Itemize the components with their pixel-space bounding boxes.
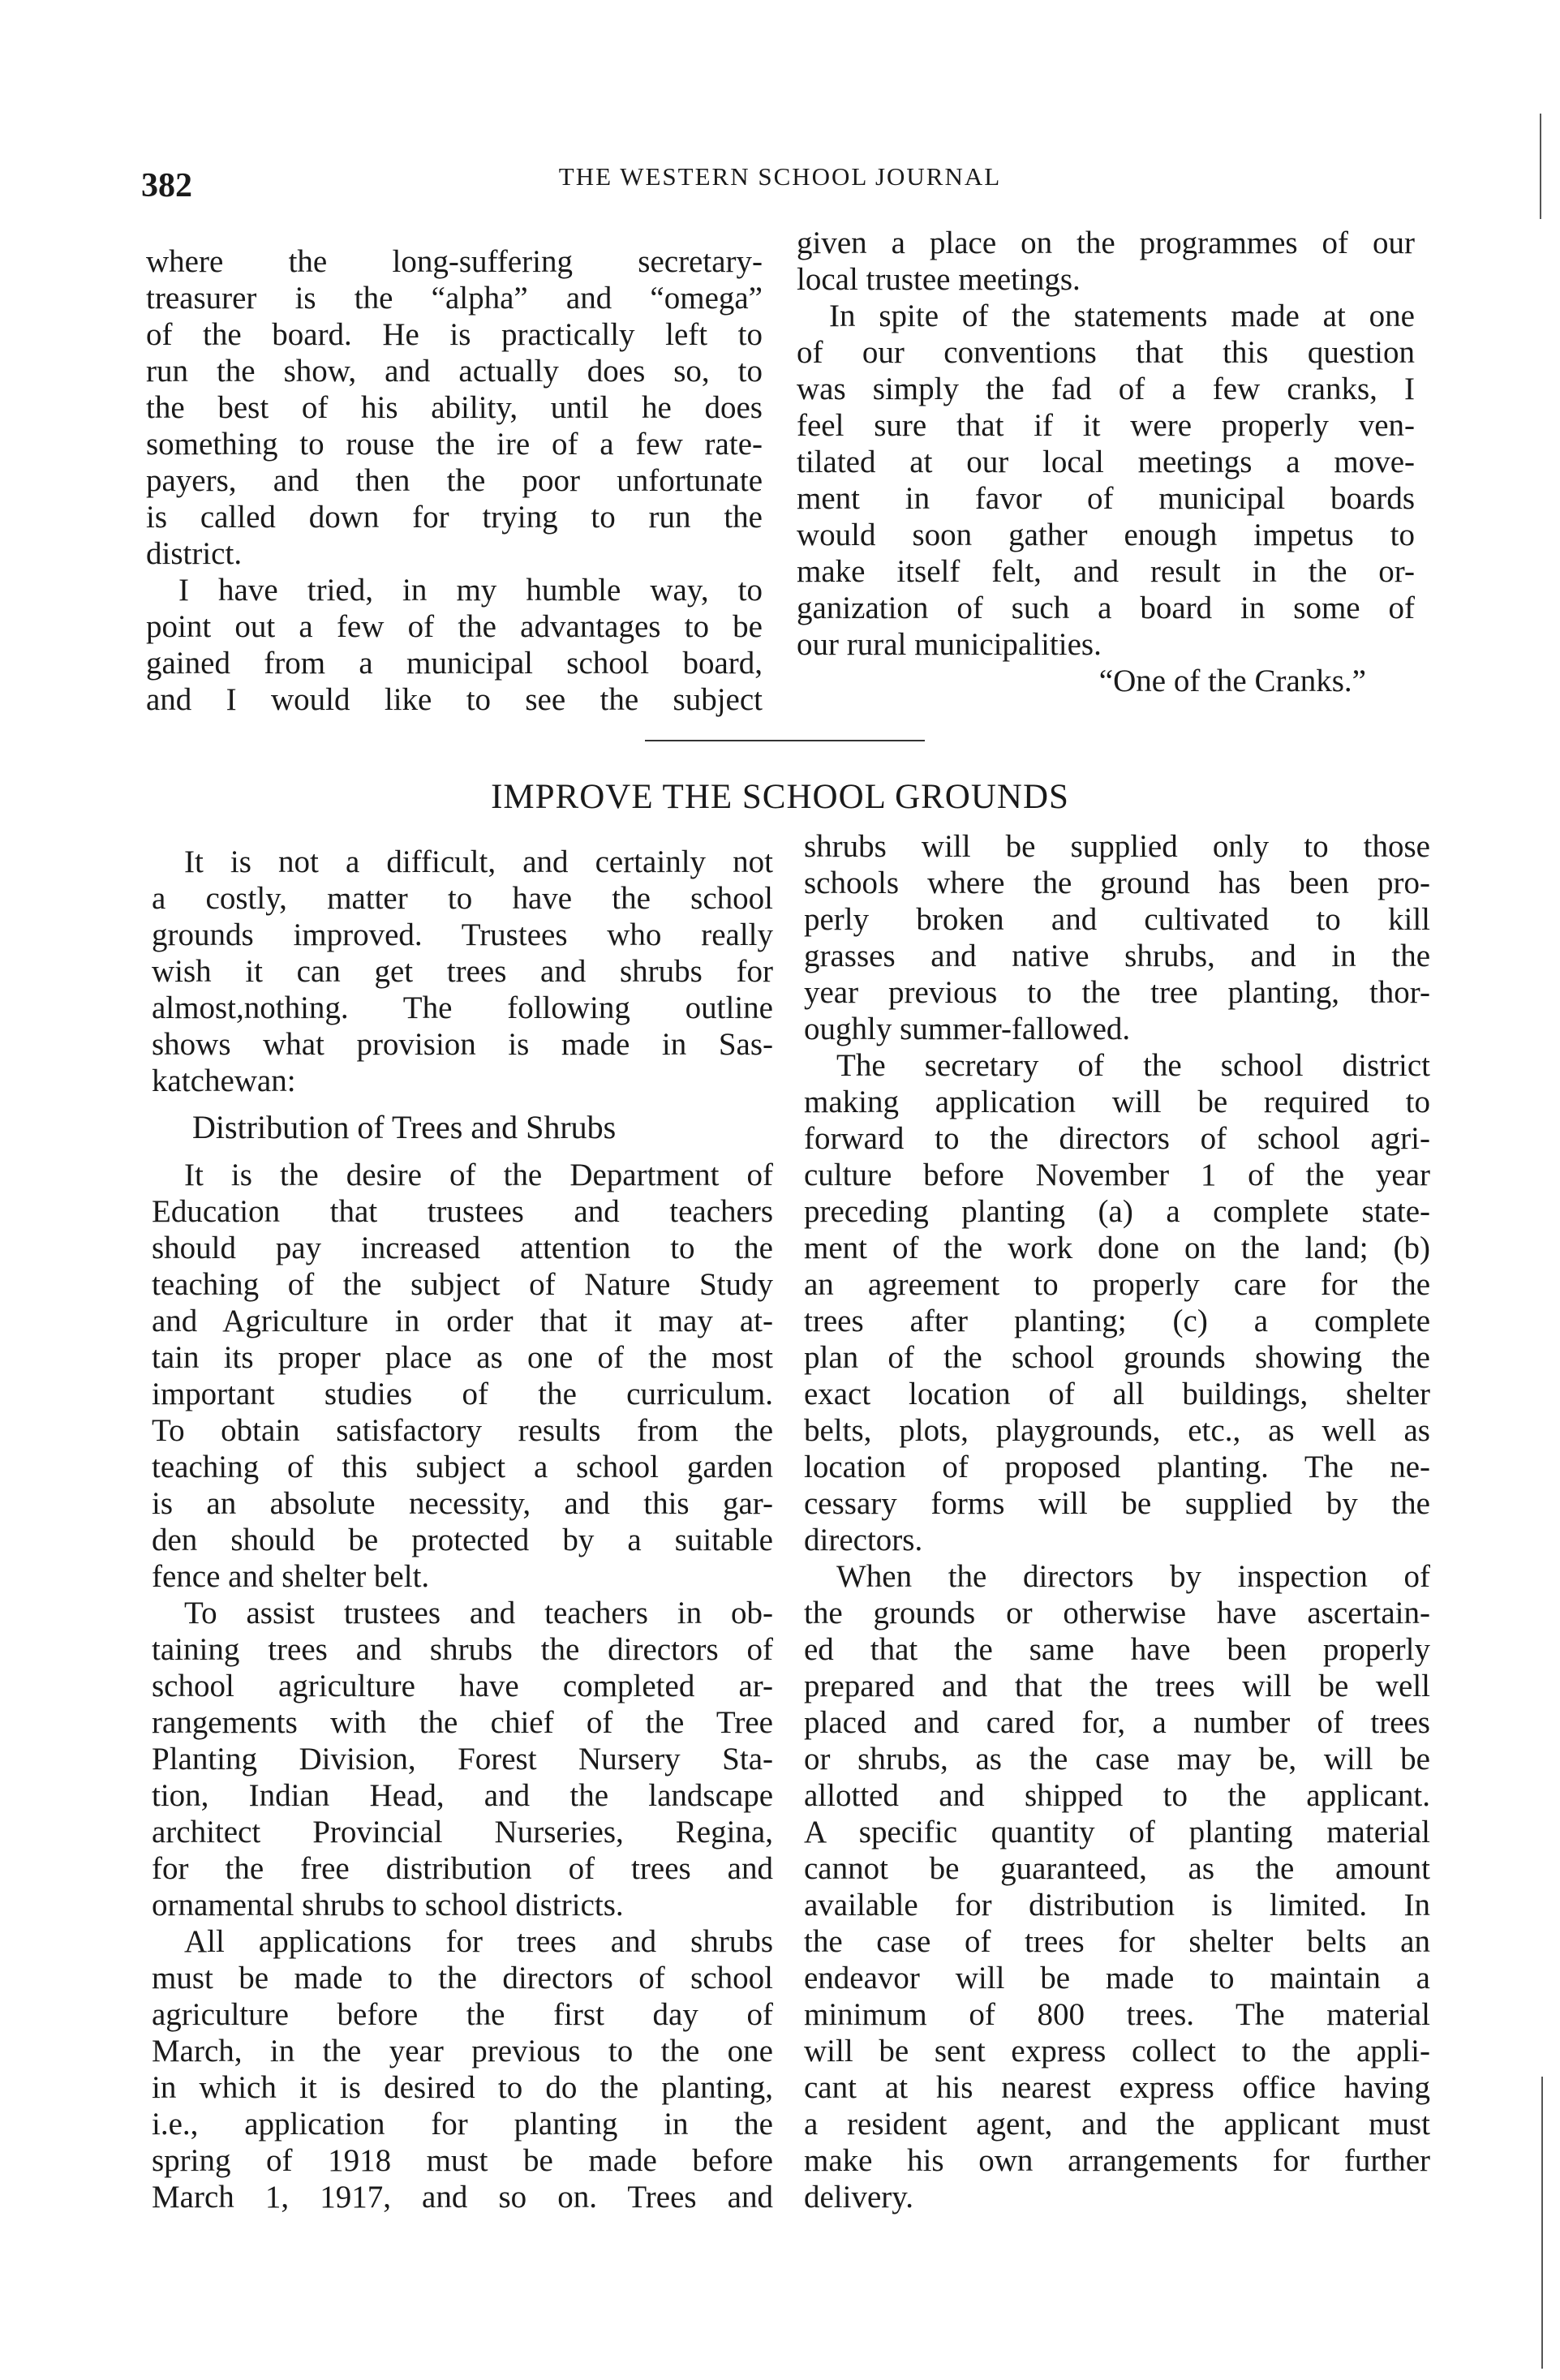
paragraph (797, 298, 1415, 663)
text-line: agriculture before the first day of (152, 1997, 773, 2032)
scan-margin-mark (1540, 114, 1541, 219)
text-line: fence and shelter belt. (152, 1559, 430, 1594)
text-line: almost,nothing. The following outline (152, 990, 773, 1025)
text-line: of the board. He is practically left to (146, 317, 763, 352)
text-line: given a place on the programmes of our (797, 226, 1415, 260)
text-line: taining trees and shrubs the directors of (152, 1632, 773, 1667)
text-line: wish it can get trees and shrubs for (152, 954, 773, 989)
text-line: point out a few of the advantages to be (146, 609, 763, 644)
paragraph (146, 572, 763, 718)
text-line: endeavor will be made to maintain a (804, 1961, 1430, 1996)
paragraph (804, 1047, 1430, 1558)
text-line: run the show, and actually does so, to (146, 354, 763, 389)
paragraph (804, 1558, 1430, 2215)
text-line: location of proposed planting. The ne- (804, 1450, 1430, 1484)
letter-signature: “One of the Cranks.” (1098, 664, 1366, 698)
text-line: ornamental shrubs to school districts. (152, 1888, 624, 1922)
text-line: cannot be guaranteed, as the amount (804, 1851, 1430, 1886)
text-line: March 1, 1917, and so on. Trees and (152, 2180, 773, 2215)
text-line: Education that trustees and teachers (152, 1194, 773, 1229)
text-line: and I would like to see the subject (146, 682, 763, 717)
text-line: our rural municipalities. (797, 627, 1102, 662)
text-line: make his own arrangements for further (804, 2143, 1430, 2178)
text-line: ganization of such a board in some of (797, 591, 1415, 625)
text-line: of our conventions that this question (797, 335, 1415, 370)
paragraph (152, 1157, 773, 1595)
text-line: or shrubs, as the case may be, will be (804, 1742, 1430, 1776)
text-line: placed and cared for, a number of trees (804, 1705, 1430, 1740)
text-line: minimum of 800 trees. The material (804, 1997, 1430, 2032)
letter-column-left (146, 243, 763, 718)
text-line: exact location of all buildings, shelter (804, 1377, 1430, 1411)
article-column-left (152, 844, 773, 2215)
paragraph (152, 844, 773, 1099)
text-line: oughly summer-fallowed. (804, 1012, 1131, 1046)
text-line: cessary forms will be supplied by the (804, 1486, 1430, 1521)
article-column-right (804, 828, 1430, 2215)
text-line: the best of his ability, until he does (146, 390, 763, 425)
text-line: cant at his nearest express office having (804, 2070, 1430, 2105)
text-line: Planting Division, Forest Nursery Sta- (152, 1742, 773, 1776)
text-line: belts, plots, playgrounds, etc., as well as (804, 1413, 1430, 1448)
text-line: an agreement to properly care for the (804, 1267, 1430, 1302)
text-line: When the directors by inspection of (836, 1559, 1430, 1594)
scan-margin-mark (1541, 2077, 1543, 2369)
section-divider (645, 740, 925, 741)
text-line: It is the desire of the Department of (184, 1158, 773, 1192)
text-line: tain its proper place as one of the most (152, 1340, 773, 1375)
text-line: allotted and shipped to the applicant. (804, 1778, 1430, 1813)
text-line: culture before November 1 of the year (804, 1158, 1430, 1192)
running-head: THE WESTERN SCHOOL JOURNAL (558, 162, 1002, 191)
text-line: To obtain satisfactory results from the (152, 1413, 773, 1448)
text-line: the grounds or otherwise have ascertain- (804, 1596, 1430, 1630)
text-line: ed that the same have been properly (804, 1632, 1430, 1667)
text-line: where the long-suffering secretary- (146, 244, 763, 279)
text-line: teaching of the subject of Nature Study (152, 1267, 773, 1302)
text-line: something to rouse the ire of a few rate- (146, 427, 763, 462)
text-line: year previous to the tree planting, thor- (804, 975, 1430, 1010)
text-line: feel sure that if it were properly ven- (797, 408, 1415, 443)
text-line: spring of 1918 must be made before (152, 2143, 773, 2178)
text-line: available for distribution is limited. In (804, 1888, 1430, 1922)
text-line: district. (146, 536, 243, 571)
text-line: trees after planting; (c) a complete (804, 1304, 1430, 1338)
text-line: for the free distribution of trees and (152, 1851, 773, 1886)
text-line: rangements with the chief of the Tree (152, 1705, 773, 1740)
text-line: preceding planting (a) a complete state- (804, 1194, 1430, 1229)
text-line: important studies of the curriculum. (152, 1377, 773, 1411)
text-line: i.e., application for planting in the (152, 2107, 773, 2142)
text-line: treasurer is the “alpha” and “omega” (146, 281, 763, 316)
text-line: perly broken and cultivated to kill (804, 902, 1430, 937)
text-line: grasses and native shrubs, and in the (804, 939, 1430, 973)
text-line: plan of the school grounds showing the (804, 1340, 1430, 1375)
text-line: prepared and that the trees will be well (804, 1669, 1430, 1703)
text-line: teaching of this subject a school garden (152, 1450, 773, 1484)
text-line: gained from a municipal school board, (146, 646, 763, 681)
paragraph (146, 243, 763, 572)
article-subheading: Distribution of Trees and Shrubs (192, 1109, 617, 1145)
text-line: forward to the directors of school agri- (804, 1121, 1430, 1156)
text-line: shrubs will be supplied only to those (804, 829, 1430, 864)
text-line: ment of the work done on the land; (b) (804, 1231, 1430, 1265)
text-line: make itself felt, and result in the or- (797, 554, 1415, 589)
paragraph (797, 225, 1415, 298)
text-line: local trustee meetings. (797, 262, 1081, 297)
text-line: school agriculture have completed ar- (152, 1669, 773, 1703)
text-line: must be made to the directors of school (152, 1961, 773, 1996)
text-line: directors. (804, 1523, 923, 1557)
text-line: should pay increased attention to the (152, 1231, 773, 1265)
text-line: katchewan: (152, 1063, 296, 1098)
text-line: shows what provision is made in Sas- (152, 1027, 773, 1062)
text-line: To assist trustees and teachers in ob- (184, 1596, 773, 1630)
text-line: making application will be required to (804, 1085, 1430, 1119)
text-line: March, in the year previous to the one (152, 2034, 773, 2069)
paragraph (152, 1923, 773, 2215)
text-line: a resident agent, and the applicant must (804, 2107, 1430, 2142)
text-line: In spite of the statements made at one (829, 299, 1415, 333)
text-line: tilated at our local meetings a move- (797, 445, 1415, 479)
left-before (152, 844, 773, 1099)
text-line: the case of trees for shelter belts an (804, 1924, 1430, 1959)
text-line: and Agriculture in order that it may at- (152, 1304, 773, 1338)
text-line: in which it is desired to do the planting, (152, 2070, 773, 2105)
letter-column-right (797, 225, 1415, 663)
text-line: den should be protected by a suitable (152, 1523, 773, 1557)
text-line: a costly, matter to have the school (152, 881, 773, 916)
text-line: architect Provincial Nurseries, Regina, (152, 1815, 773, 1849)
text-line: will be sent express collect to the appli- (804, 2034, 1430, 2069)
text-line: was simply the fad of a few cranks, I (797, 372, 1415, 406)
left-after (152, 1157, 773, 2215)
text-line: schools where the ground has been pro- (804, 866, 1430, 900)
text-line: It is not a difficult, and certainly not (184, 844, 773, 879)
text-line: is called down for trying to run the (146, 500, 763, 535)
text-line: A specific quantity of planting material (804, 1815, 1430, 1849)
text-line: is an absolute necessity, and this gar- (152, 1486, 773, 1521)
text-line: delivery. (804, 2180, 913, 2215)
text-line: I have tried, in my humble way, to (178, 573, 763, 608)
text-line: The secretary of the school district (836, 1048, 1430, 1083)
paragraph (152, 1595, 773, 1923)
text-line: ment in favor of municipal boards (797, 481, 1415, 516)
paragraph (804, 828, 1430, 1047)
text-line: tion, Indian Head, and the landscape (152, 1778, 773, 1813)
text-line: payers, and then the poor unfortunate (146, 463, 763, 498)
article-title: IMPROVE THE SCHOOL GROUNDS (491, 778, 1069, 816)
text-line: grounds improved. Trustees who really (152, 917, 773, 952)
page-number: 382 (141, 167, 192, 204)
letter-signature-block (797, 663, 1415, 699)
text-line: All applications for trees and shrubs (184, 1924, 773, 1959)
text-line: would soon gather enough impetus to (797, 518, 1415, 552)
